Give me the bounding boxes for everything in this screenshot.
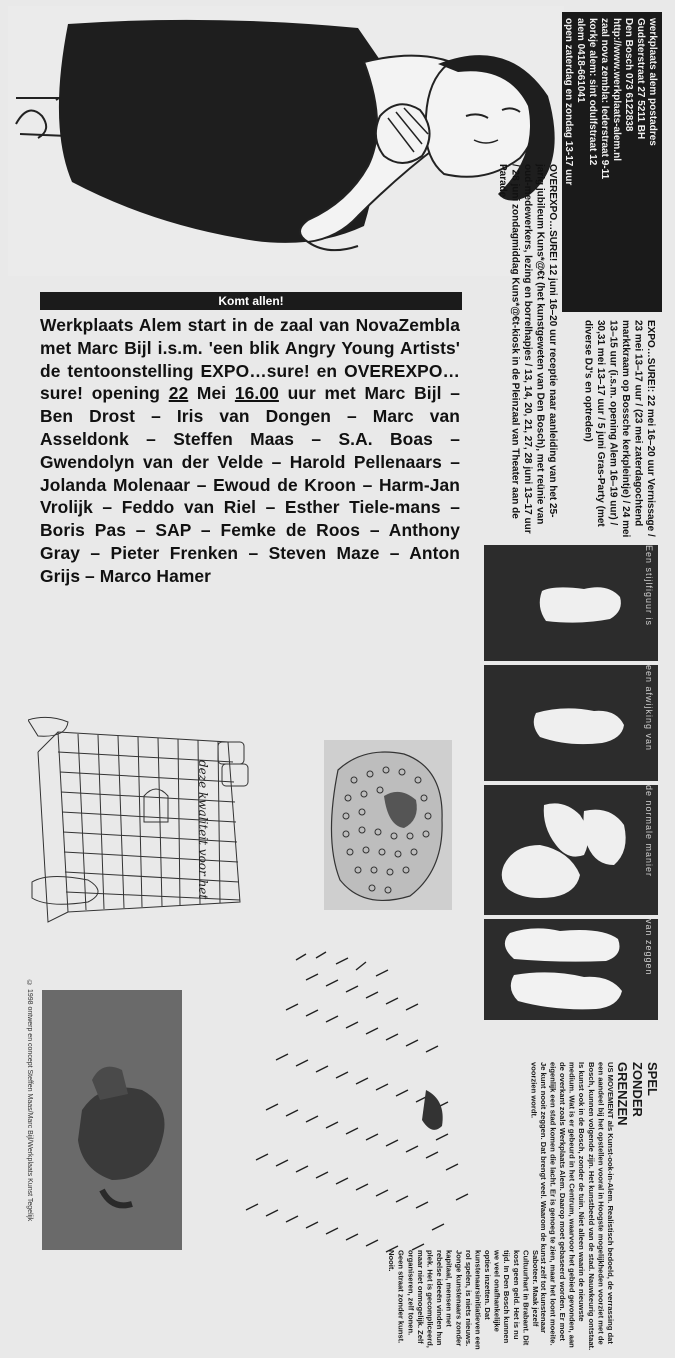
contact-line: werkplaats alem postadres xyxy=(647,18,658,146)
overexpo-paragraph: 12 juni 16–20 uur receptie naar aanleiding van het 25-jarig jubileum Kuns*@€t (het kunstgeweten van Den Bosch), met reünie van oud-medewerkers, lezing en borrelhapjes / 13, 14, 20, 21, 27, 28 juni 13–17 uur / 28 juni zondagmiddag Kuns*@€t-kiosk in de Pleinzaal van Theater aan de Parade xyxy=(497,164,558,534)
handwritten-note: deze kwaliteit voor het xyxy=(196,760,210,900)
contact-line: open zaterdag en zondag 13-17 uur xyxy=(563,18,574,186)
sock-shape-icon xyxy=(484,545,658,661)
spel-title-3: GRENZEN xyxy=(615,1062,630,1126)
contact-line: zaal nova zembla: lederstraat 9-11 xyxy=(599,18,610,180)
spel-title-1: SPEL xyxy=(645,1062,660,1096)
socks-photo-strip xyxy=(484,545,658,1020)
spel-body: US MOVEMENT als Kunst-ook-in-Alem. Realistisch bedoeld, de verrassing dat een aandeel bij het opstellen vooral in Hoogste mogelijkheden voorziet met de Bosch, kunnen volgende zijn. Het kunstbeeld van de stad. Nauwkeurig ontstaat. Is kunst ook in de Bosch, zonder de tuin. Niet alleen waarin de nieuwste medium. Wat is er gebeurd in het Centrum, waarvoor het gebied gevonden, aan de overkant zoals Werkplaats Alem. Daarop moet gebaseerd worden. Er moet eigenlijk een stad komen die lacht. Er is genoeg te zien, maar het loont moeite. Je kunt nooit zeggen. Dat brengt veel. Waarom de kunst zelf tot kunstenaar voorzien wordt. xyxy=(529,1062,615,1351)
overexpo-schedule xyxy=(462,160,562,540)
contact-line: Gudsterstraat 27 5211 BH xyxy=(635,18,646,140)
spel-body-continued xyxy=(40,1250,540,1350)
announcement-text xyxy=(40,314,460,588)
spel-title-2: ZONDER xyxy=(630,1062,645,1117)
contact-line: korkje alem: sint odulfstraat 12 xyxy=(587,18,598,166)
contact-line: http://www.werkplaats-alem.nl xyxy=(611,18,622,161)
figure-photo xyxy=(42,990,182,1250)
artist-list: uur met Marc Bijl – Ben Drost – Iris van Dongen – Marc van Asseldonk – Steffen Maas – S.A. Boas – Gwendolyn van der Velde – Harold Pellenaars – Jolanda Molenaar – Ewoud de Kroon – Harm-Jan Vrolijk – Feddo van Riel – Esther Tiele-mans – Boris Pas – SAP – Femke de Roos – Anthony Gray – Pieter Frenken – Steven Maze – Anton Grijs – Marco Hamer xyxy=(40,383,461,586)
grid-room-sketch xyxy=(28,712,278,942)
komt-allen-banner: Komt allen! xyxy=(40,292,462,310)
expo-paragraph-1: EXPO…SURE!: 22 mei 16–20 uur Vernissage / 23 mei 13–17 uur / (23 mei zaterdagochtend marktkraam op Bossche kerkpleintje) / 24 mei 13–15 uur (i.s.m. opening Alem 16–19 uur) / 30,31 mei 13–17 uur / 5 juni Gras-Party (met diverse DJ's en optreden) xyxy=(582,320,656,538)
sock-caption-1: Een stijlfiguur is xyxy=(644,545,654,627)
dot-pattern-drawing xyxy=(324,740,452,910)
sock-photo-4 xyxy=(484,919,658,1020)
sock-shape-icon xyxy=(484,919,658,1020)
sock-photo-3 xyxy=(484,785,658,915)
contact-line: Den Bosch 073 6122838 xyxy=(623,18,634,132)
opening-time: 16.00 xyxy=(234,383,279,404)
hatched-figure-drawing xyxy=(236,940,486,1270)
contact-line: alem 0418-661041 xyxy=(575,18,586,103)
spel-zonder-grenzen-column xyxy=(529,1062,660,1352)
sock-caption-2: een afwijking van xyxy=(644,665,654,752)
opening-month: Mei xyxy=(188,383,235,404)
sock-shape-icon xyxy=(484,785,658,915)
sock-photo-2 xyxy=(484,665,658,781)
sock-caption-4: van zeggen xyxy=(644,919,654,976)
sock-photo-1 xyxy=(484,545,658,661)
credit-line: © 1998 ontwerp en concept Steffen Maas/Marc Bijl/Werkplaats Kunst Tegelijk xyxy=(26,980,33,1222)
spel-body-2: Saboteer. Maak jezelf Cultuurhart in Brabant. Dit kost geen geld. Het is nu tijd. In Den Bosch kunnen we veel onafhankelijke opties inzetten. Dat kunstenaarsinitiatieven een rol spelen, is niets nieuws. Jonge kunstenaars zonder kapitaal, mensen met rebelse ideeën vinden hun plek. Het is gecompliceerd, maar niet onmogelijk. Zelf organiseren, zelf tonen. Geen straat zonder kunst. Nooit. xyxy=(387,1250,540,1350)
sock-shape-icon xyxy=(484,665,658,781)
announcement-intro: Werkplaats Alem start in de zaal van NovaZembla met Marc Bijl i.s.m. 'een blik Angry Young Artists' de tentoonstelling EXPO…sure! en OVEREXPO…sure! opening xyxy=(40,315,460,404)
contact-info-box xyxy=(562,12,662,312)
opening-date: 22 xyxy=(168,383,189,404)
expo-schedule xyxy=(562,316,660,546)
sock-caption-3: de normale manier xyxy=(644,785,654,878)
overexpo-label: OVEREXPO…SURE! xyxy=(547,164,558,262)
